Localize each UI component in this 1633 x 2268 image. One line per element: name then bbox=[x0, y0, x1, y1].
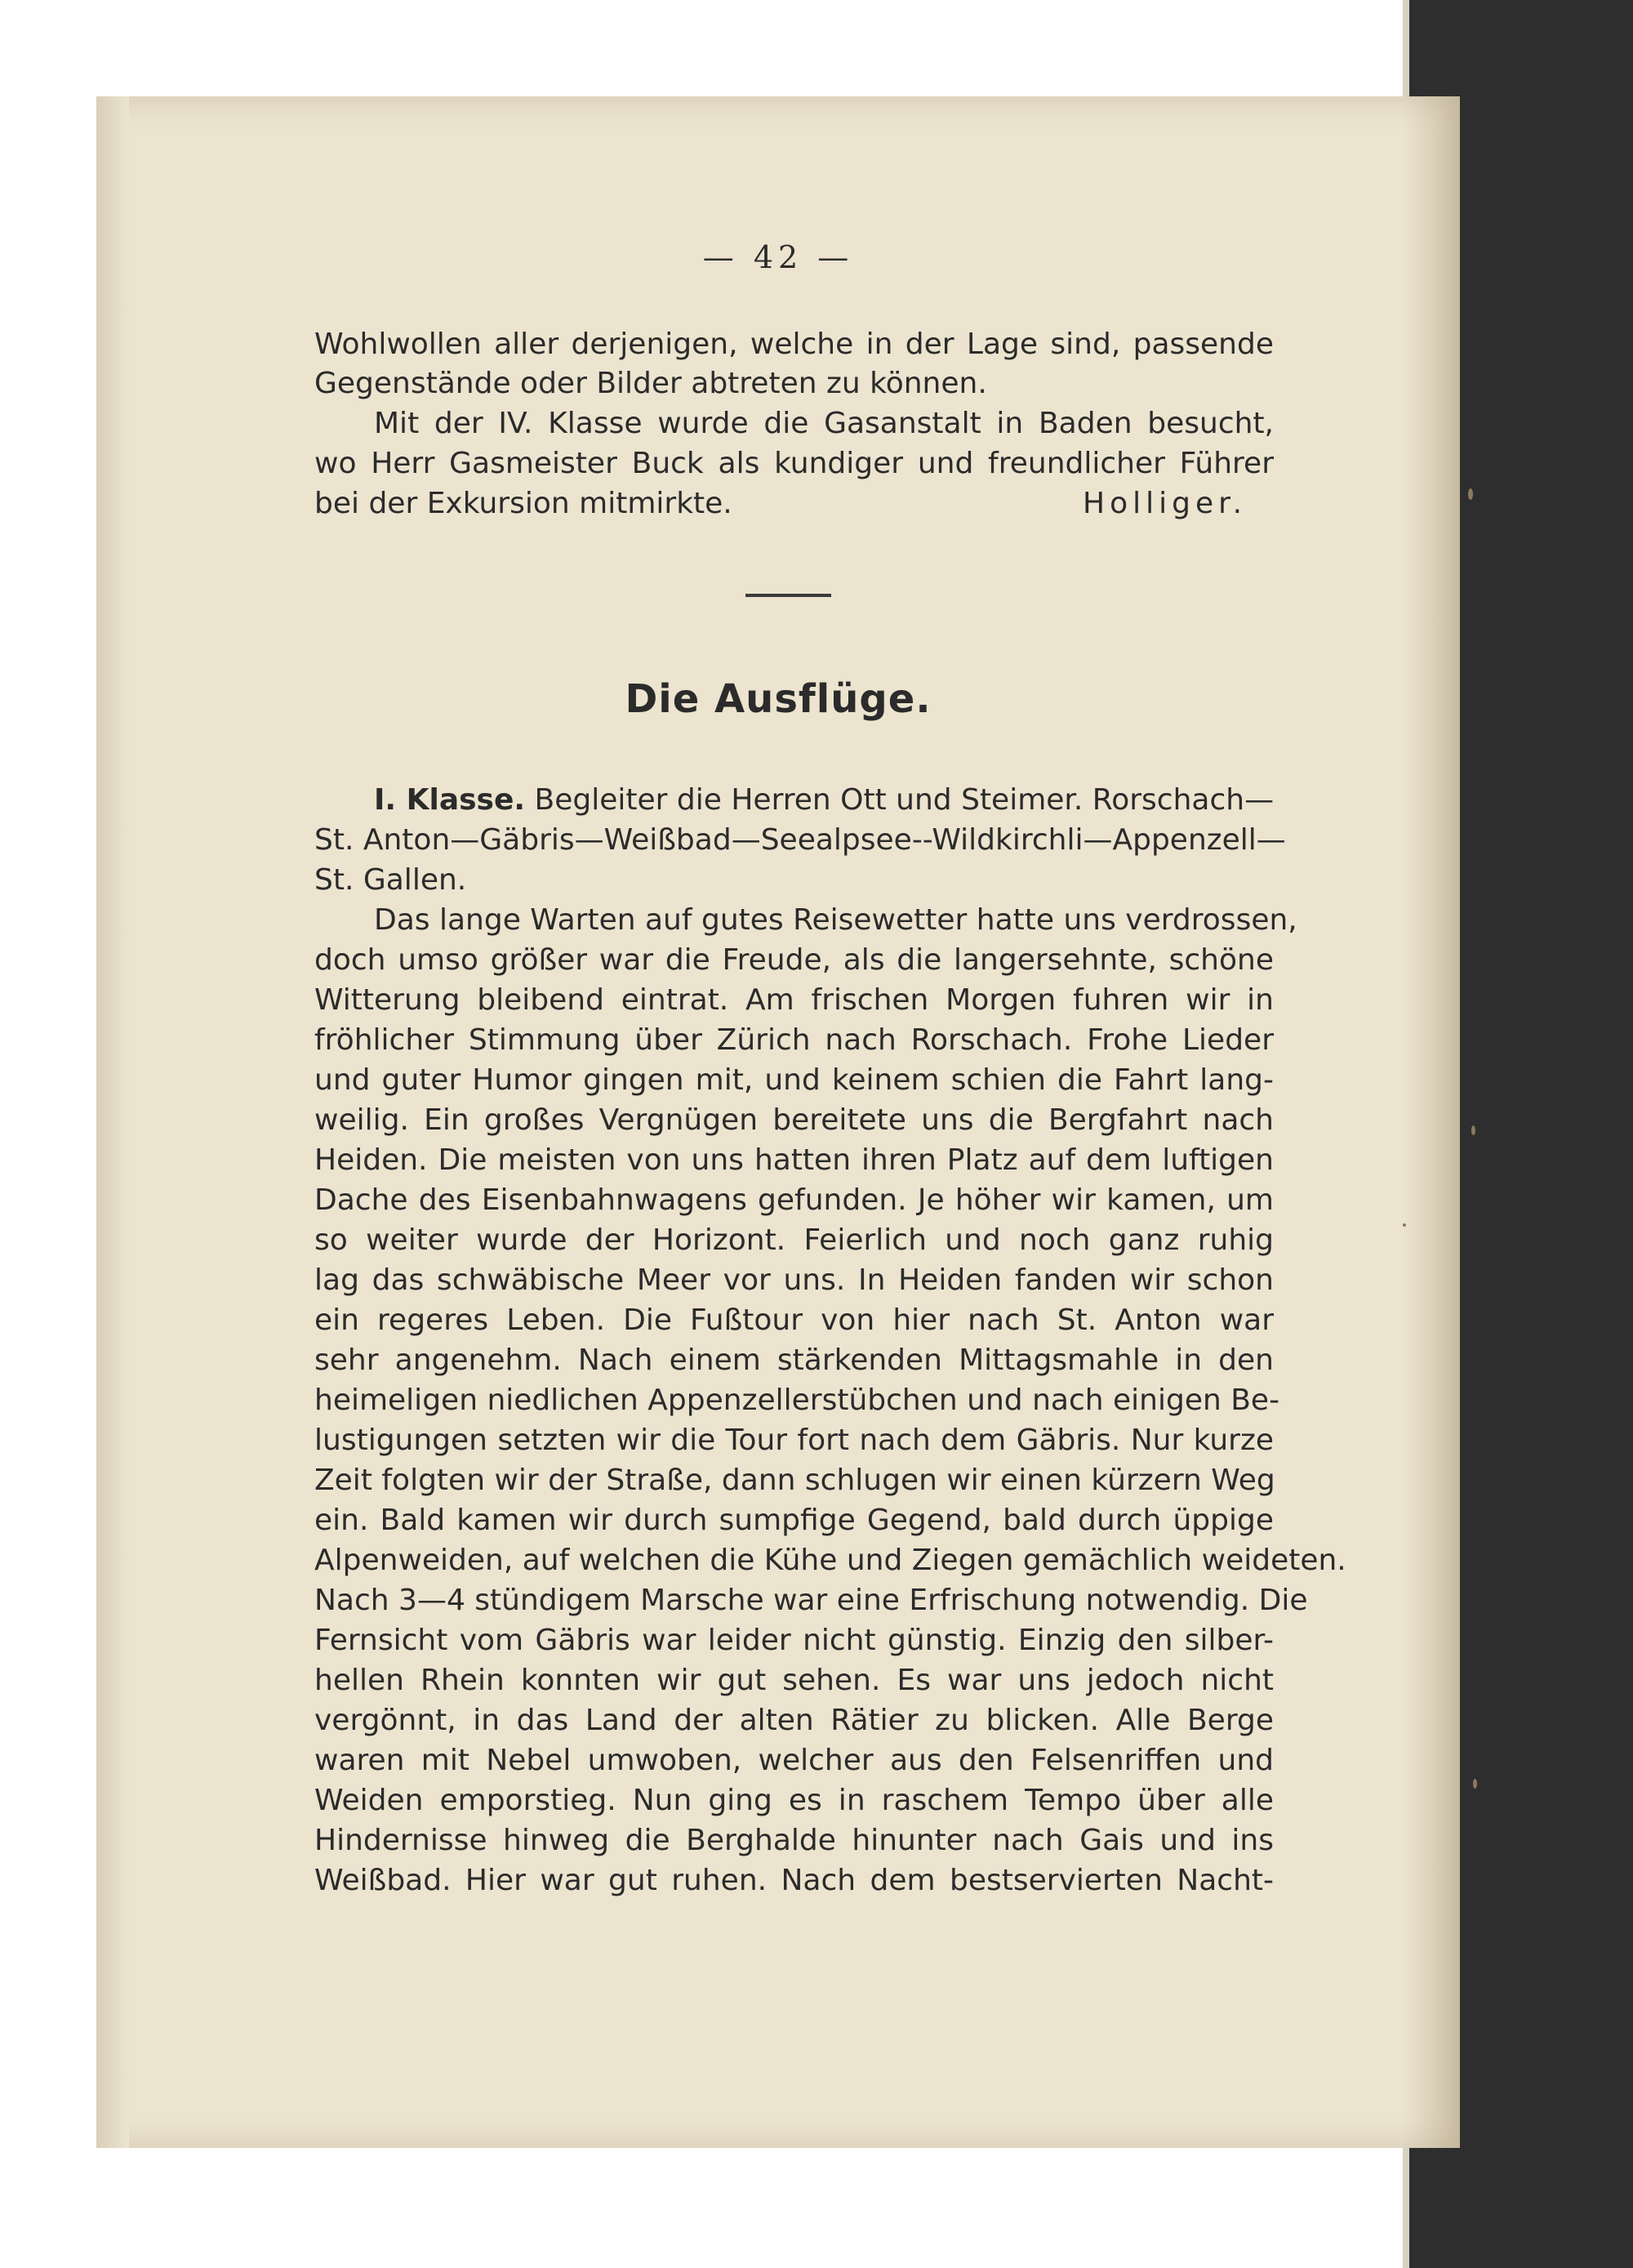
page-curl-shade bbox=[1403, 96, 1460, 2148]
text-line: Witterung bleibend eintrat. Am frischen Morgen fuhren wir in bbox=[314, 983, 1274, 1017]
text-line: Hindernisse hinweg die Berghalde hinunter nach Gais und ins bbox=[314, 1824, 1274, 1857]
text-line: vergönnt, in das Land der alten Rätier zu blicken. Alle Berge bbox=[314, 1704, 1274, 1737]
paper-speck bbox=[1473, 1779, 1477, 1789]
text-line: Gegenstände oder Bilder abtreten zu können. bbox=[314, 367, 987, 400]
text-line: weilig. Ein großes Vergnügen bereitete uns die Bergfahrt nach bbox=[314, 1103, 1274, 1137]
paper-speck bbox=[1471, 1125, 1475, 1135]
route-line: St. Anton—Gäbris—Weißbad—Seealpsee--Wildkirchli—Appenzell— bbox=[314, 823, 1286, 857]
text-line: hellen Rhein konnten wir gut sehen. Es war uns jedoch nicht bbox=[314, 1664, 1274, 1697]
class-line-text: Begleiter die Herren Ott und Steimer. Rorschach— bbox=[534, 783, 1275, 817]
text-line: lag das schwäbische Meer vor uns. In Heiden fanden wir schon bbox=[314, 1263, 1274, 1297]
class-line bbox=[374, 781, 1274, 820]
section-heading: Die Ausflüge. bbox=[625, 676, 932, 722]
text-line: Weiden emporstieg. Nun ging es in raschem Tempo über alle bbox=[314, 1784, 1274, 1817]
text-line: Wohlwollen aller derjenigen, welche in der Lage sind, passende bbox=[314, 328, 1274, 361]
text-line: fröhlicher Stimmung über Zürich nach Rorschach. Frohe Lieder bbox=[314, 1023, 1274, 1057]
class-label: I. Klasse. bbox=[374, 783, 526, 817]
paper-speck bbox=[1468, 488, 1473, 500]
text-line: Nach 3—4 stündigem Marsche war eine Erfrischung notwendig. Die bbox=[314, 1584, 1308, 1617]
text-line: Fernsicht vom Gäbris war leider nicht günstig. Einzig den silber- bbox=[314, 1624, 1274, 1657]
text-line: Alpenweiden, auf welchen die Kühe und Ziegen gemächlich weideten. bbox=[314, 1544, 1346, 1577]
text-line: heimeligen niedlichen Appenzellerstübchen und nach einigen Be- bbox=[314, 1384, 1280, 1417]
text-line: und guter Humor gingen mit, und keinem schien die Fahrt lang- bbox=[314, 1063, 1274, 1097]
text-line: waren mit Nebel umwoben, welcher aus den Felsenriffen und bbox=[314, 1744, 1274, 1777]
section-divider bbox=[745, 594, 831, 597]
text-line: Das lange Warten auf gutes Reisewetter hatte uns verdrossen, bbox=[374, 903, 1297, 937]
page-number: — 42 — bbox=[702, 239, 854, 275]
route-line: St. Gallen. bbox=[314, 863, 467, 897]
book-page bbox=[96, 96, 1460, 2148]
text-line: doch umso größer war die Freude, als die langersehnte, schöne bbox=[314, 943, 1274, 977]
text-line: Heiden. Die meisten von uns hatten ihren Platz auf dem luftigen bbox=[314, 1143, 1274, 1177]
text-line: wo Herr Gasmeister Buck als kundiger und freundlicher Führer bbox=[314, 447, 1274, 480]
text-line: lustigungen setzten wir die Tour fort nach dem Gäbris. Nur kurze bbox=[314, 1424, 1274, 1457]
text-line: so weiter wurde der Horizont. Feierlich und noch ganz ruhig bbox=[314, 1223, 1274, 1257]
author-signature: Holliger. bbox=[1083, 487, 1248, 520]
paper-speck bbox=[1403, 1223, 1406, 1227]
text-line: Zeit folgten wir der Straße, dann schlugen wir einen kürzern Weg bbox=[314, 1464, 1275, 1497]
text-line: Dache des Eisenbahnwagens gefunden. Je höher wir kamen, um bbox=[314, 1183, 1274, 1217]
text-line: ein. Bald kamen wir durch sumpfige Gegend, bald durch üppige bbox=[314, 1504, 1274, 1537]
text-line: Mit der IV. Klasse wurde die Gasanstalt in Baden besucht, bbox=[374, 407, 1274, 440]
text-line: sehr angenehm. Nach einem stärkenden Mittagsmahle in den bbox=[314, 1343, 1274, 1377]
text-line: ein regeres Leben. Die Fußtour von hier nach St. Anton war bbox=[314, 1303, 1274, 1337]
text-line: Weißbad. Hier war gut ruhen. Nach dem bestservierten Nacht- bbox=[314, 1864, 1274, 1897]
page-gutter bbox=[96, 96, 129, 2148]
text-line: bei der Exkursion mitmirkte. bbox=[314, 487, 732, 520]
